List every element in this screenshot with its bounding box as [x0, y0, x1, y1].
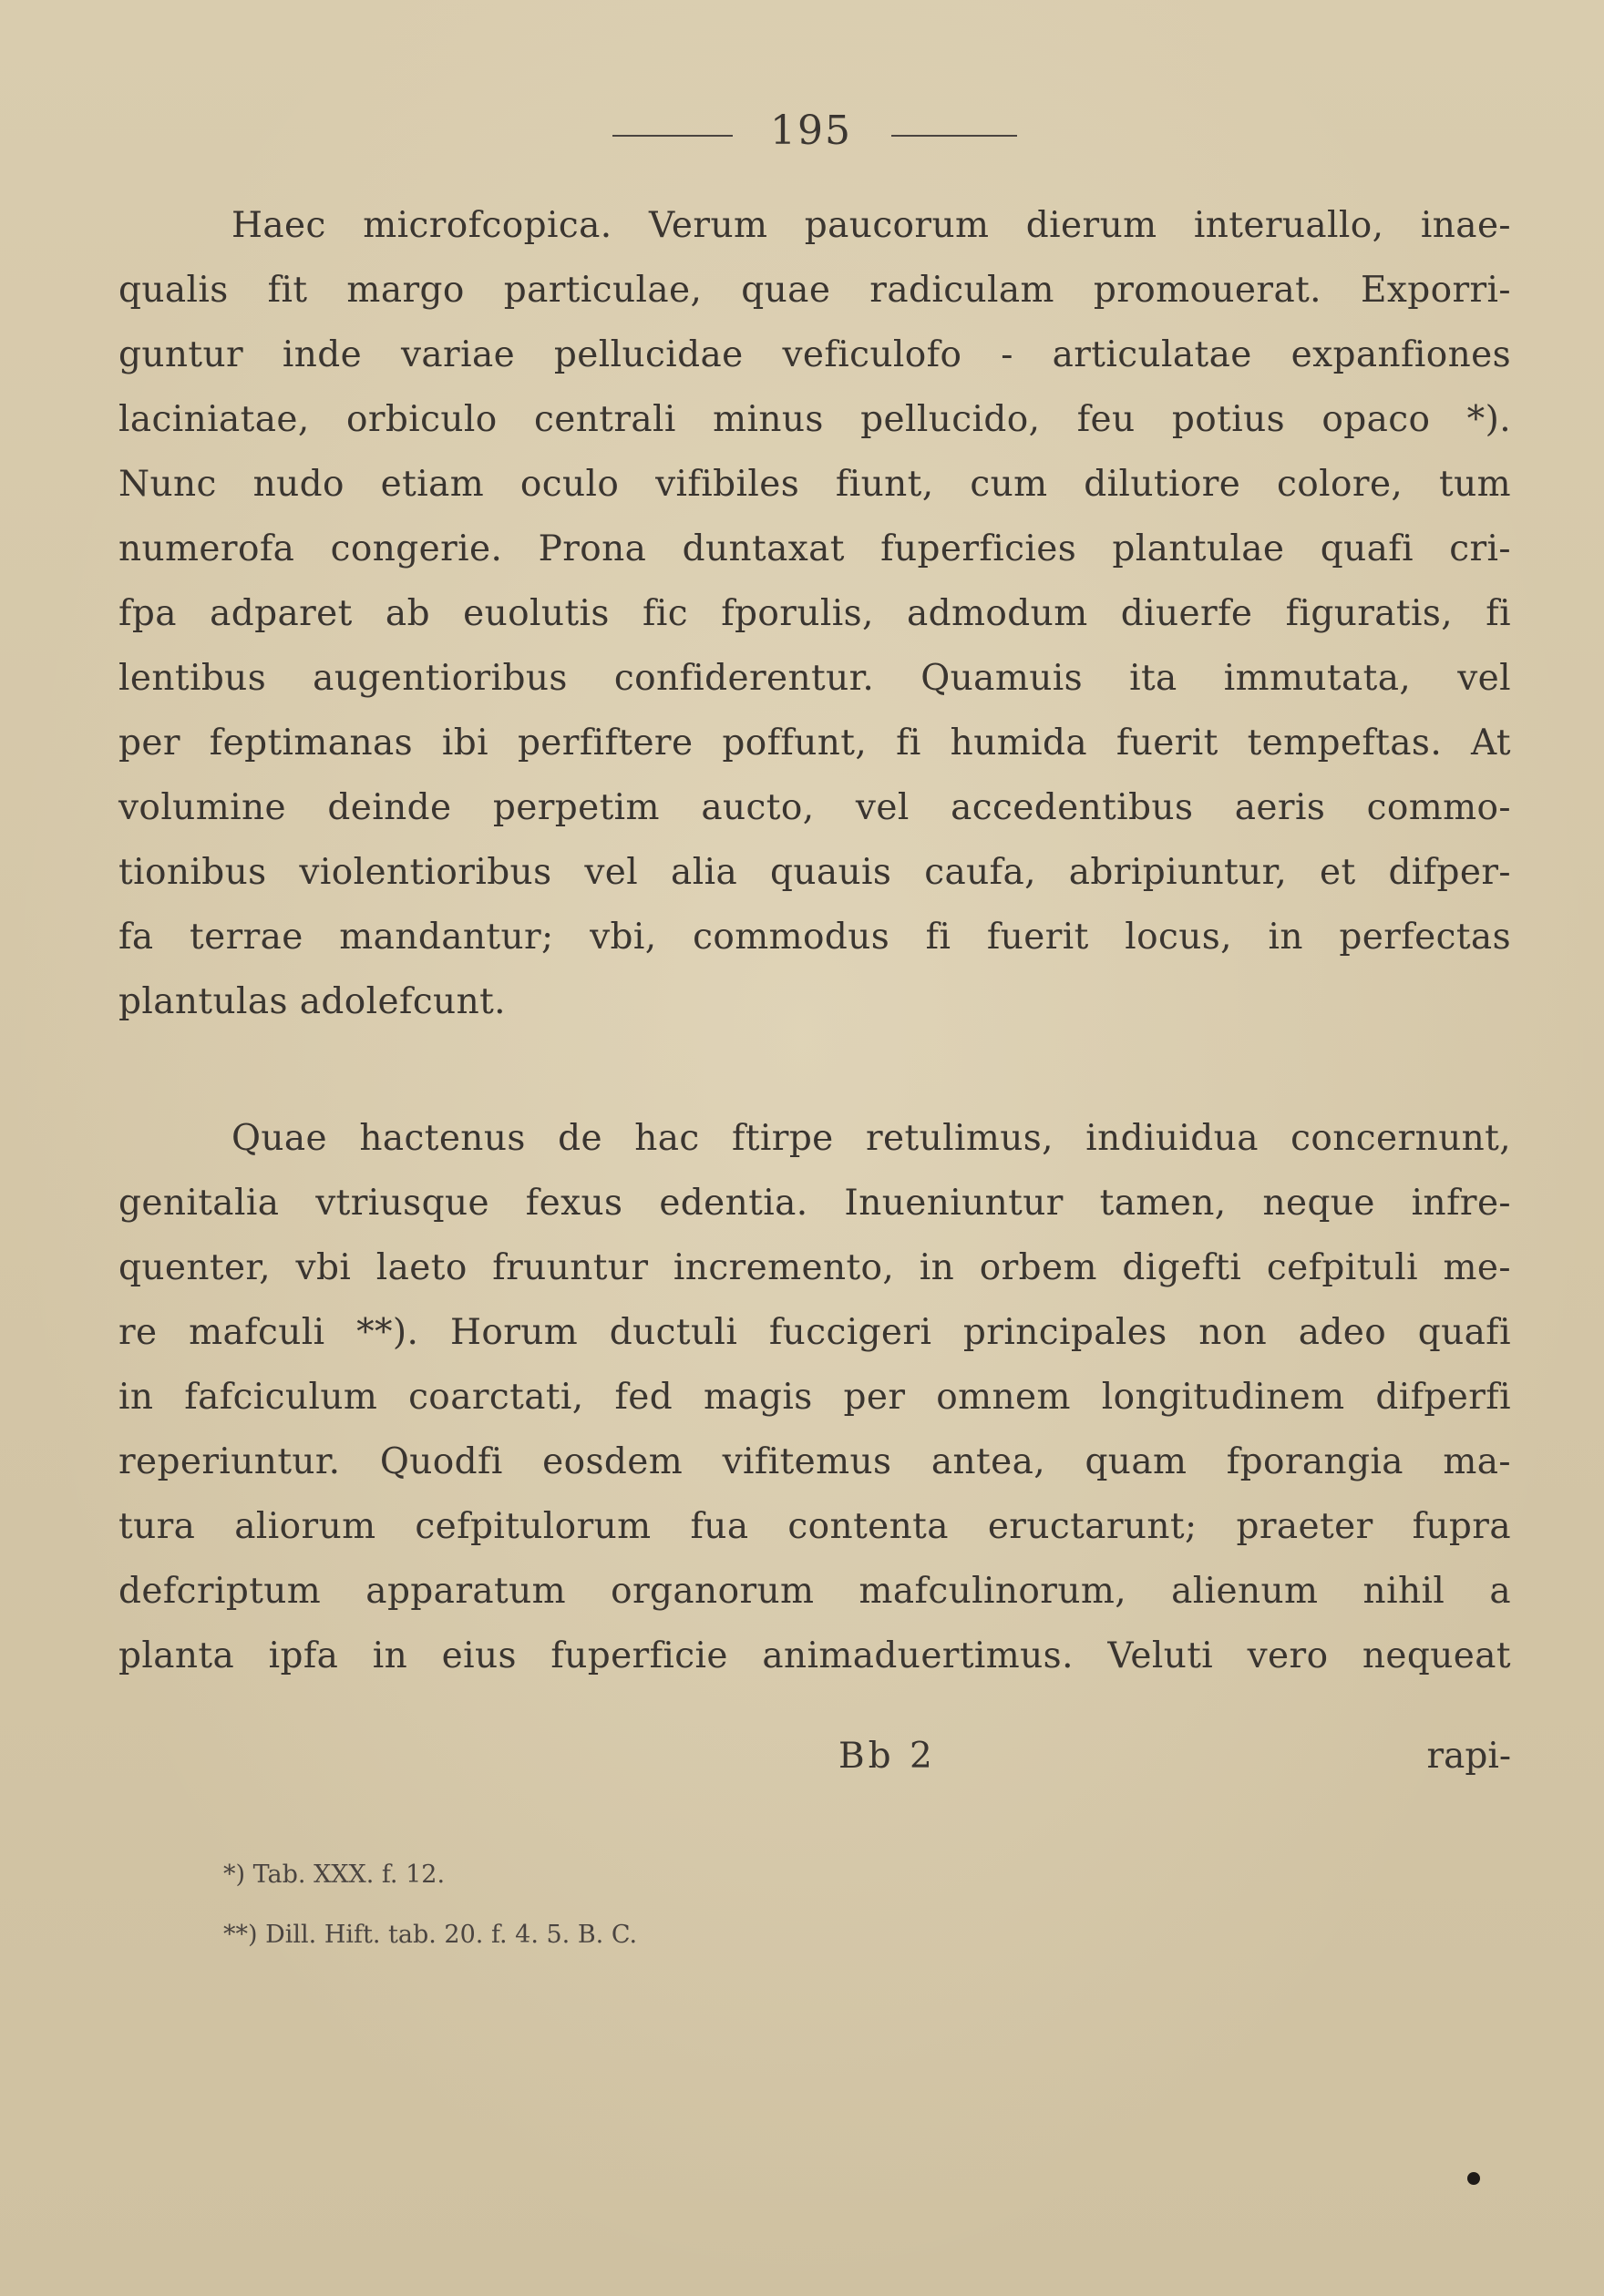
text-line: genitalia vtriusque fexus edentia. Inueniuntur tamen, neque infre- — [118, 1183, 1511, 1224]
text-line: quenter, vbi laeto fruuntur incremento, in orbem digefti cefpituli me- — [118, 1247, 1511, 1288]
text-line: fpa adparet ab euolutis fic fporulis, admodum diuerfe figuratis, fi — [118, 593, 1511, 634]
text-line: Nunc nudo etiam oculo vifibiles fiunt, cum dilutiore colore, tum — [118, 464, 1511, 505]
header-rule-right — [891, 135, 1017, 137]
footnote-2: **) Dill. Hift. tab. 20. f. 4. 5. B. C. — [223, 1921, 638, 1949]
footnotes — [223, 1845, 637, 1965]
text-line: volumine deinde perpetim aucto, vel accedentibus aeris commo- — [118, 787, 1511, 828]
text-line: qualis fit margo particulae, quae radiculam promouerat. Exporri- — [118, 270, 1511, 311]
text-line: Quae hactenus de hac ftirpe retulimus, indiuidua concernunt, — [231, 1118, 1511, 1159]
text-line: fa terrae mandantur; vbi, commodus fi fuerit locus, in perfectas — [118, 917, 1511, 958]
text-line: lentibus augentioribus confiderentur. Quamuis ita immutata, vel — [118, 658, 1511, 699]
catchword: rapi- — [1426, 1736, 1511, 1777]
page-header — [0, 108, 1604, 162]
text-line: in fafciculum coarctati, fed magis per omnem longitudinem difperfi — [118, 1377, 1511, 1418]
text-line: numerofa congerie. Prona duntaxat fuperficies plantulae quafi cri- — [118, 528, 1511, 569]
text-line: plantulas adolefcunt. — [118, 981, 506, 1022]
text-line: per feptimanas ibi perfiftere poffunt, fi humida fuerit tempeftas. At — [118, 723, 1511, 764]
text-line: laciniatae, orbiculo centrali minus pellucido, feu potius opaco *). — [118, 399, 1511, 440]
paragraph-1 — [118, 193, 1511, 1034]
body-text — [118, 193, 1511, 1688]
text-line: Haec microfcopica. Verum paucorum dierum interuallo, inae- — [231, 205, 1511, 246]
page-number: 195 — [770, 108, 852, 154]
text-line: tura aliorum cefpitulorum fua contenta eructarunt; praeter fupra — [118, 1506, 1511, 1547]
header-rule-left — [612, 135, 733, 137]
text-line: tionibus violentioribus vel alia quauis caufa, abripiuntur, et difper- — [118, 852, 1511, 893]
paragraph-2 — [118, 1106, 1511, 1688]
paragraph-gap — [118, 1034, 1511, 1106]
text-line: reperiuntur. Quodfi eosdem vifitemus antea, quam fporangia ma- — [118, 1441, 1511, 1482]
ink-speck — [1467, 2172, 1480, 2185]
page-footer-row — [118, 1736, 1511, 1790]
text-line: defcriptum apparatum organorum mafculinorum, alienum nihil a — [118, 1571, 1511, 1612]
signature-mark: Bb 2 — [838, 1736, 936, 1777]
text-line: guntur inde variae pellucidae veficulofo - articulatae expanfiones — [118, 334, 1511, 375]
text-line: re mafculi **). Horum ductuli fuccigeri principales non adeo quafi — [118, 1312, 1511, 1353]
footnote-1: *) Tab. XXX. f. 12. — [223, 1860, 446, 1889]
text-line: planta ipfa in eius fuperficie animaduertimus. Veluti vero nequeat — [118, 1635, 1511, 1676]
